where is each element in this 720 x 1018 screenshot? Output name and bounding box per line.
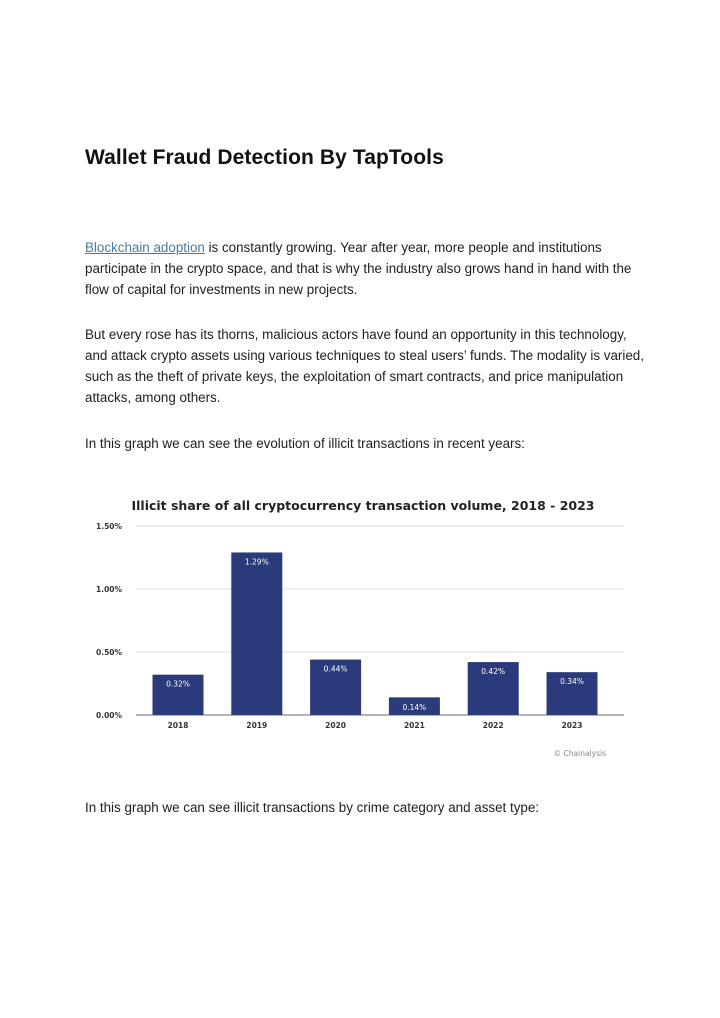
data-label-2020: 0.44% xyxy=(323,664,348,674)
data-label-2023: 0.34% xyxy=(560,677,584,687)
x-tick-label: 2019 xyxy=(246,721,268,730)
chart-title: Illicit share of all cryptocurrency transaction volume, 2018 - 2023 xyxy=(131,498,595,513)
paragraph-adoption xyxy=(85,237,645,300)
paragraph-graph-intro: In this graph we can see the evolution of illicit transactions in recent years: xyxy=(85,436,525,451)
data-label-2021: 0.14% xyxy=(402,703,427,712)
y-tick-label: 1.50% xyxy=(96,522,123,531)
y-tick-label: 0.00% xyxy=(96,711,123,720)
paragraph-adoption-text: is constantly growing. Year after year, more people and institutions participate in the crypto space, and that is why the industry also grows hand in hand with the flow of capital for investments in new projects. xyxy=(85,240,632,297)
data-label-2018: 0.32% xyxy=(166,679,190,689)
x-tick-label: 2020 xyxy=(325,721,347,730)
data-label-2019: 1.29% xyxy=(244,557,269,567)
blockchain-adoption-link[interactable]: Blockchain adoption xyxy=(85,240,205,255)
y-tick-label: 1.00% xyxy=(96,585,123,594)
illicit-share-chart xyxy=(88,488,628,768)
x-tick-label: 2022 xyxy=(482,721,504,730)
chart-svg xyxy=(88,488,628,768)
paragraph-crime-category: In this graph we can see illicit transactions by crime category and asset type: xyxy=(85,800,540,815)
x-tick-label: 2023 xyxy=(561,721,583,730)
paragraph-thorns: But every rose has its thorns, malicious actors have found an opportunity in this technology, and attack crypto assets using various techniques to steal users’ funds. The modality is varied, such as the theft of private keys, the exploitation of smart contracts, and price manipulation attacks, among others. xyxy=(85,327,644,405)
x-tick-label: 2021 xyxy=(403,721,425,730)
y-tick-label: 0.50% xyxy=(96,648,123,657)
bar-2019 xyxy=(231,552,282,715)
data-label-2022: 0.42% xyxy=(481,667,506,677)
chart-source: © Chainalysis xyxy=(553,749,606,758)
x-tick-label: 2018 xyxy=(167,721,189,730)
page-title: Wallet Fraud Detection By TapTools xyxy=(85,146,444,169)
